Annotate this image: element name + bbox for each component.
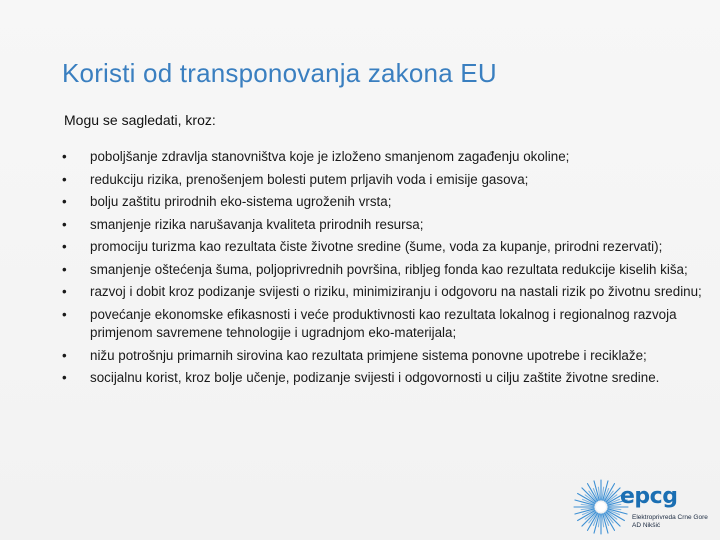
bullet-item: • bolju zaštitu prirodnih eko-sistema ugroženih vrsta;	[60, 193, 712, 212]
logo-subtitle-line: Elektroprivreda Crne Gore	[632, 514, 708, 521]
bullet-item: • poboljšanje zdravlja stanovništva koje je izloženo smanjenom zagađenju okoline;	[60, 148, 712, 167]
bullet-item: • socijalnu korist, kroz bolje učenje, podizanje svijesti i odgovornosti u cilju zaštite životne sredine.	[60, 369, 712, 388]
logo-subtitle	[632, 514, 712, 530]
bullet-item: • promociju turizma kao rezultata čiste životne sredine (šume, voda za kupanje, prirodni rezervati);	[60, 238, 712, 257]
bullet-item: • smanjenje oštećenja šuma, poljoprivrednih površina, ribljeg fonda kao rezultata redukcije kiselih kiša;	[60, 261, 712, 280]
bullet-item: • redukciju rizika, prenošenjem bolesti putem prljavih voda i emisije gasova;	[60, 171, 712, 190]
bullet-list	[60, 148, 712, 392]
epcg-logo	[572, 476, 712, 538]
bullet-item: • nižu potrošnju primarnih sirovina kao rezultata primjene sistema ponovne upotrebe i reciklaže;	[60, 347, 712, 366]
logo-subtitle-line: AD Nikšić	[632, 522, 661, 529]
slide-title: Koristi od transponovanja zakona EU	[62, 58, 497, 88]
bullet-item: • smanjenje rizika narušavanja kvaliteta prirodnih resursa;	[60, 216, 712, 235]
bullet-item: • razvoj i dobit kroz podizanje svijesti o riziku, minimiziranju i odgovoru na nastali rizik po životnu sredinu;	[60, 283, 712, 302]
bullet-item: • povećanje ekonomske efikasnosti i veće produktivnosti kao rezultata lokalnog i regionalnog razvoja primjenom savremene tehnologije i ugradnjom eko-materijala;	[60, 306, 712, 343]
logo-wordmark: epcg	[620, 484, 678, 509]
slide-subtitle: Mogu se sagledati, kroz:	[64, 112, 216, 128]
